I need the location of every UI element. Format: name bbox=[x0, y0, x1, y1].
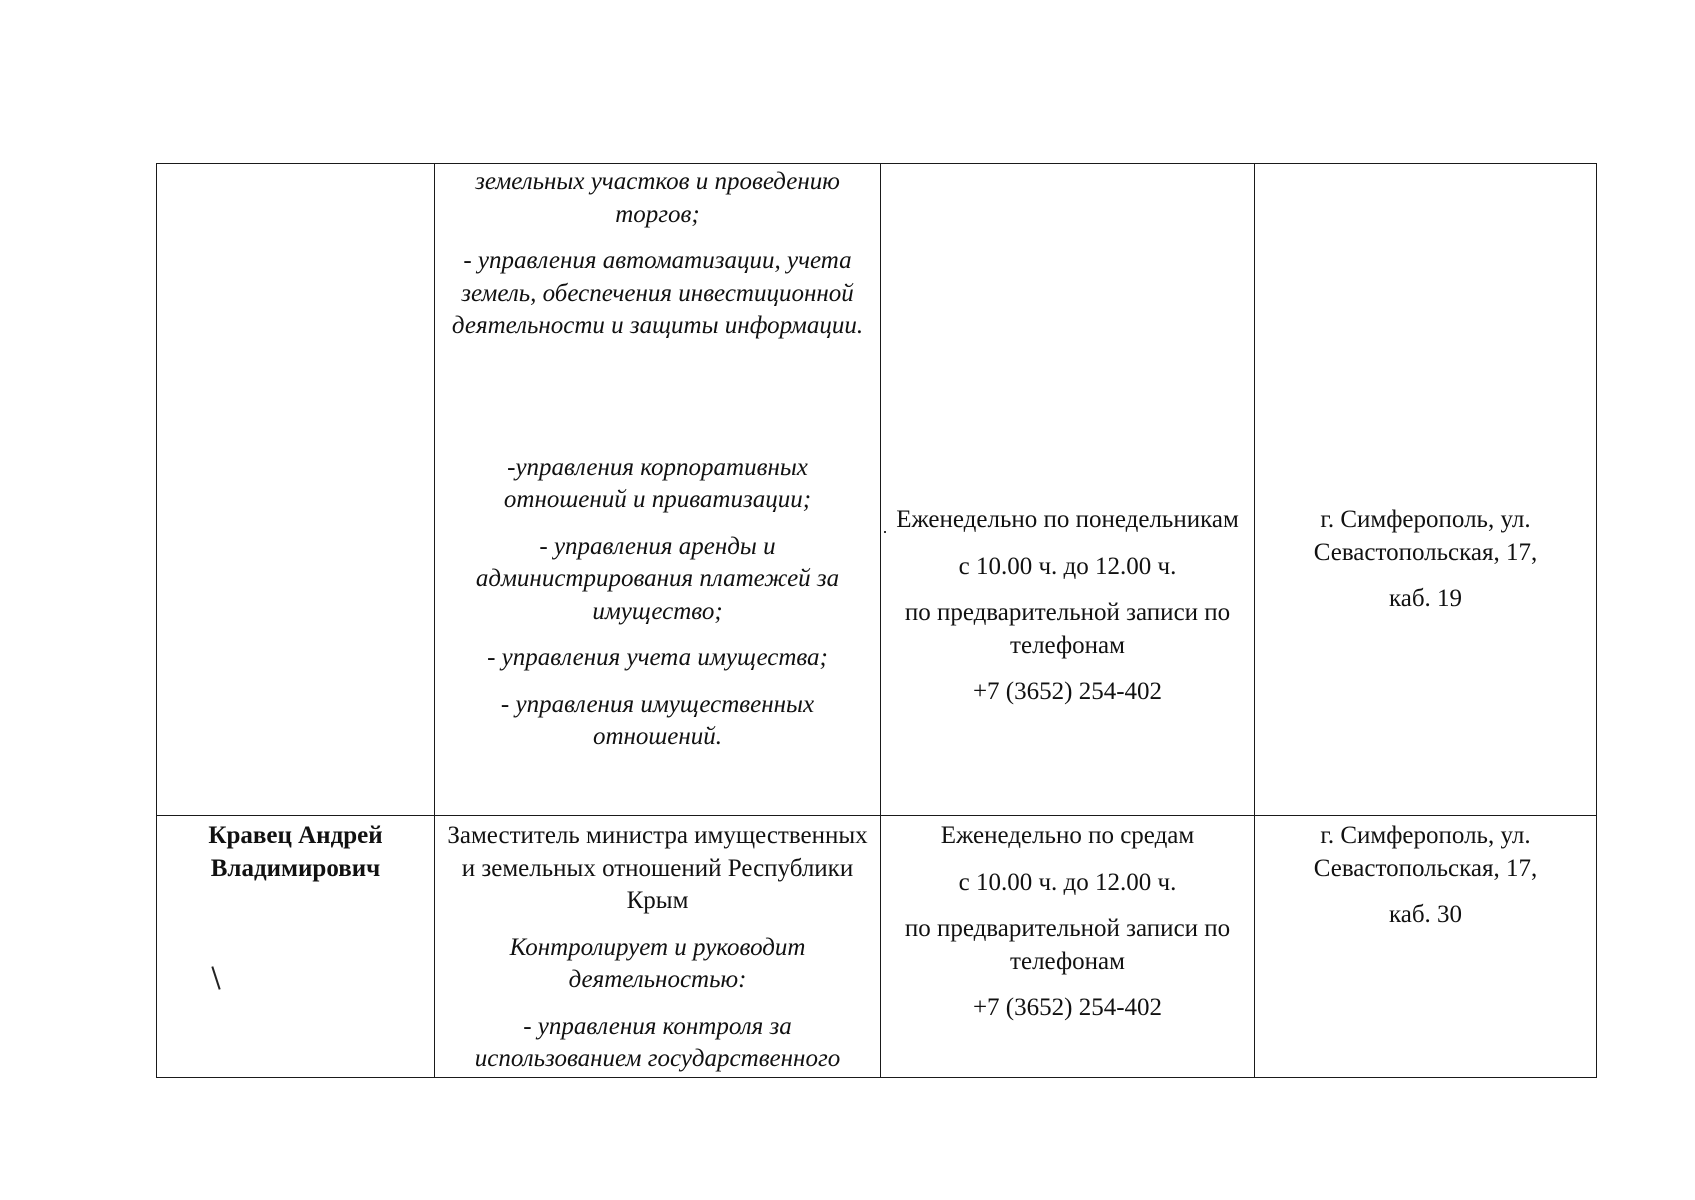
responsibilities-cell bbox=[435, 164, 881, 816]
address-cell bbox=[1255, 164, 1597, 816]
official-name-cell bbox=[157, 816, 435, 1078]
responsibilities-cell bbox=[435, 816, 881, 1078]
responsibility-item: - управления имущественных отношений. bbox=[500, 690, 815, 750]
controls-heading: Контролирует и руководит деятельностью: bbox=[509, 933, 806, 993]
address-cell bbox=[1255, 816, 1597, 1078]
schedule-days: Еженедельно по средам bbox=[940, 822, 1195, 849]
schedule-phone: +7 (3652) 254-402 bbox=[972, 678, 1163, 705]
responsibility-item: - управления учета имущества; bbox=[487, 644, 828, 671]
address-line: г. Симферополь, ул. Севастопольская, 17, bbox=[1313, 506, 1538, 566]
schedule-time: с 10.00 ч. до 12.00 ч. bbox=[958, 868, 1177, 896]
responsibility-item: земельных участков и проведению торгов; bbox=[475, 168, 840, 228]
official-name-cell bbox=[157, 164, 435, 816]
responsibility-item: - управления автоматизации, учета земель, обеспечения инвестиционной деятельности и защиты информации. bbox=[451, 247, 864, 339]
address-line: г. Симферополь, ул. Севастопольская, 17, bbox=[1313, 822, 1538, 882]
responsibility-item: - управления аренды и администрирования платежей за имущество; bbox=[475, 532, 840, 625]
schedule-cell bbox=[881, 816, 1255, 1078]
table-row bbox=[157, 164, 1597, 816]
schedule-booking: по предварительной записи по телефонам bbox=[904, 599, 1231, 659]
official-name: Кравец Андрей Владимирович bbox=[208, 822, 383, 882]
responsibility-item: -управления корпоративных отношений и приватизации; bbox=[503, 453, 812, 513]
scan-speck bbox=[884, 531, 886, 533]
address-room: каб. 30 bbox=[1388, 901, 1463, 928]
responsibility-item: - управления контроля за использованием государственного bbox=[474, 1012, 841, 1072]
official-position: Заместитель министра имущественных и земельных отношений Республики Крым bbox=[447, 822, 868, 914]
schedule-time: с 10.00 ч. до 12.00 ч. bbox=[958, 552, 1177, 580]
table-row bbox=[157, 816, 1597, 1078]
pen-mark bbox=[211, 966, 220, 989]
schedule-cell bbox=[881, 164, 1255, 816]
schedule-booking: по предварительной записи по телефонам bbox=[904, 915, 1231, 975]
address-room: каб. 19 bbox=[1388, 585, 1463, 612]
schedule-days: Еженедельно по понедельникам bbox=[896, 506, 1239, 533]
schedule-phone: +7 (3652) 254-402 bbox=[972, 994, 1163, 1021]
reception-schedule-table bbox=[156, 163, 1597, 1078]
